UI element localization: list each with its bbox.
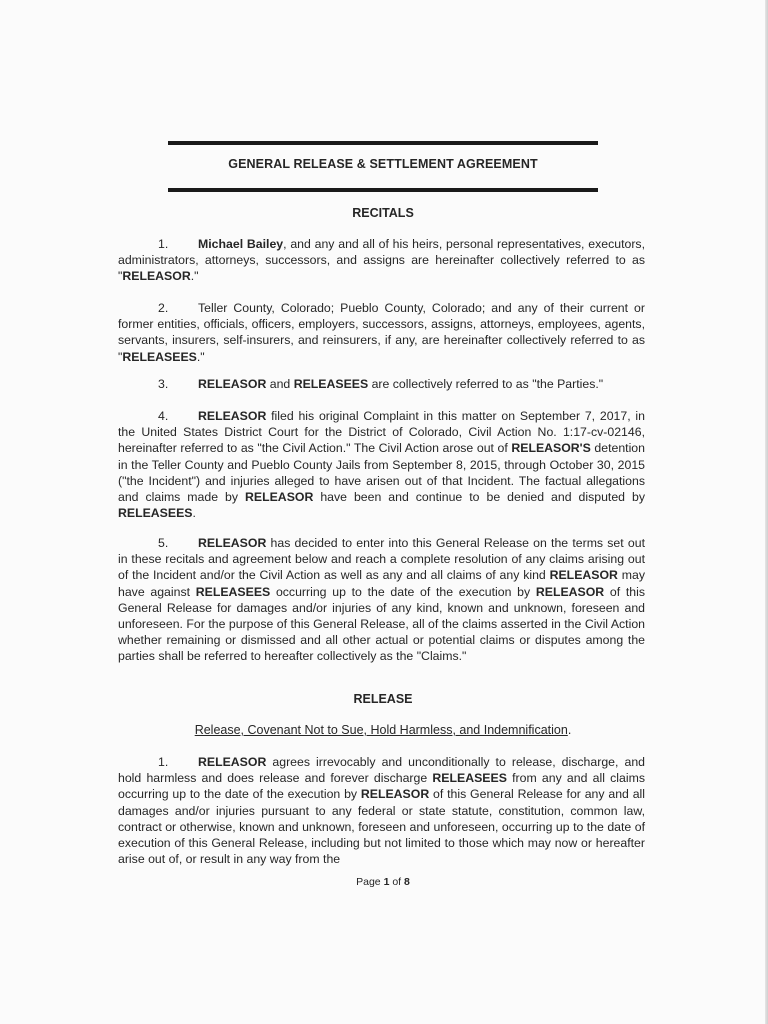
paragraph-text: and (266, 377, 294, 391)
footer-middle: of (389, 876, 405, 888)
subheading-underlined-text: Release, Covenant Not to Sue, Hold Harmless, and Indemnification (194, 723, 568, 737)
paragraph-text: ." (196, 349, 205, 364)
release-subheading (118, 723, 648, 737)
footer-current-page: 1 (383, 876, 390, 888)
paragraph-text: of this General Release for damages and/or injuries of any kind, known and unknown, foreseen and unforeseen. For the purpose of this General Release, all of the claims asserted in the Civil Action whether remaining or dismissed and all other actual or potential claims or disputes among the parties shall be referred to hereafter collectively as the "Claims." (118, 584, 645, 664)
paragraph-text: agrees irrevocably and unconditionally to release, discharge, and hold harmless and does release and forever discharge (118, 755, 645, 786)
paragraph-number: 3. (158, 377, 169, 391)
title-bottom-rule (168, 188, 598, 192)
paragraph-text: may have against (118, 568, 645, 599)
paragraph-text: detention in the Teller County and Pueblo County Jails from September 8, 2015, through October 30, 2015 ("the Incident") and injuries alleged to have arisen out of that Incident. The factual allegations and claims made by (118, 441, 645, 505)
footer-total-pages: 8 (404, 876, 410, 888)
bold-text: RELEASEES (195, 584, 271, 599)
bold-text: RELEASOR (198, 409, 267, 423)
paragraph-text: ." (190, 269, 199, 284)
paragraph-text: filed his original Complaint in this matter on September 7, 2017, in the United States District Court for the District of Colorado, Civil Action No. 1:17-cv-02146, hereinafter referred to as "the Civil Action." The Civil Action arose out of (118, 409, 645, 456)
recital-paragraph-5 (118, 535, 645, 665)
release-paragraph-1 (118, 754, 645, 867)
paragraph-number: 1. (158, 755, 169, 769)
bold-text: RELEASOR (535, 584, 605, 599)
bold-text: RELEASEES (118, 506, 193, 521)
recital-paragraph-2 (118, 300, 645, 365)
footer-prefix: Page (356, 876, 384, 888)
bold-text: RELEASOR (198, 755, 267, 769)
bold-text: RELEASOR (245, 490, 314, 505)
paragraph-text: . (192, 506, 196, 521)
paragraph-text: from any and all claims occurring up to the date of the execution by (118, 771, 645, 802)
bold-text: RELEASOR'S (511, 441, 591, 456)
paragraph-text: Teller County, Colorado; Pueblo County, Colorado; and any of their current or former entities, officials, officers, employers, successors, assigns, attorneys, employees, agents, servants, insurers, self-insurers, and reinsurers, if any, are hereinafter collectively referred to as " (118, 301, 645, 364)
paragraph-text: of this General Release for any and all damages and/or injuries pursuant to any federal or state statute, constitution, common law, contract or otherwise, known and unknown, foreseen and unforeseen, occurring up to the date of execution of this General Release, including but not limited to those which may now or hereafter arise out of, or result in any way from the (118, 787, 645, 867)
paragraph-number: 4. (158, 409, 169, 423)
paragraph-number: 5. (158, 536, 169, 550)
paragraph-text: , and any and all of his heirs, personal representatives, executors, administrators, attorneys, successors, and assigns are hereinafter collectively referred to as " (118, 237, 645, 284)
paragraph-number: 1. (158, 237, 169, 251)
title-top-rule (168, 141, 598, 145)
bold-text: RELEASOR (198, 536, 267, 550)
recital-paragraph-4 (118, 408, 645, 521)
bold-text: RELEASOR (360, 787, 430, 802)
recital-paragraph-3 (118, 376, 645, 392)
subheading-period: . (567, 723, 572, 737)
recitals-heading: RECITALS (352, 206, 414, 220)
paragraph-number: 2. (158, 301, 169, 315)
bold-text: RELEASEES (122, 349, 197, 364)
recital-paragraph-1 (118, 236, 645, 285)
paragraph-text: has decided to enter into this General Release on the terms set out in these recitals and agreement below and reach a complete resolution of any claims arising out of the Incident and/or the Civil Action as well as any and all claims of any kind (118, 536, 645, 583)
release-heading: RELEASE (353, 692, 413, 706)
document-title: GENERAL RELEASE & SETTLEMENT AGREEMENT (228, 157, 538, 171)
bold-text: RELEASOR (122, 269, 191, 284)
bold-text: RELEASOR (198, 377, 267, 391)
bold-text: RELEASOR (549, 568, 618, 583)
page-footer (118, 876, 648, 888)
paragraph-text: are collectively referred to as "the Parties." (368, 377, 604, 391)
bold-text: RELEASEES (432, 771, 507, 786)
paragraph-text: have been and continue to be denied and disputed by (313, 490, 645, 505)
paragraph-text: occurring up to the date of the execution by (270, 584, 536, 599)
bold-text: Michael Bailey (198, 237, 284, 251)
bold-text: RELEASEES (293, 377, 369, 391)
